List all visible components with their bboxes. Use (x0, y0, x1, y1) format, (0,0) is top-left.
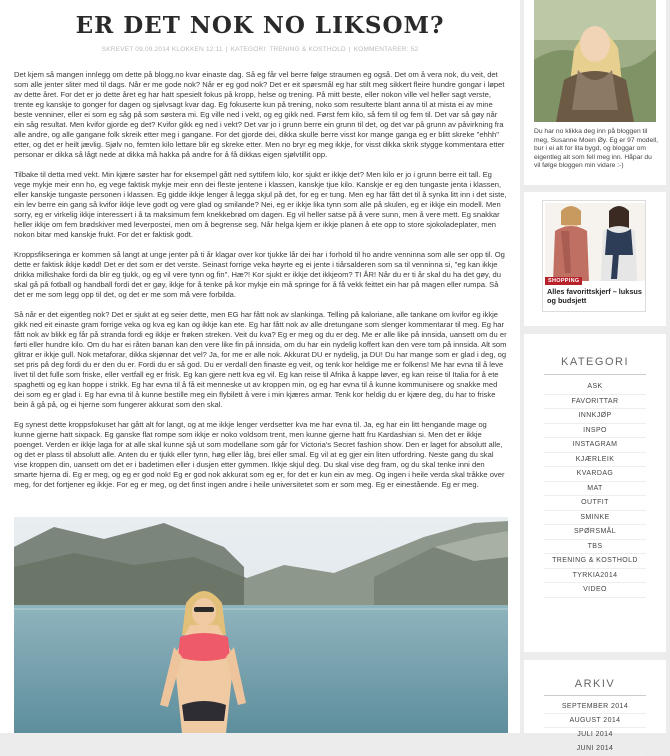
category-item-sporsmal[interactable]: SPØRSMÅL (544, 525, 646, 540)
post-category-link[interactable]: KATEGORI: TRENING & KOSTHOLD (230, 46, 346, 53)
category-item-inspo[interactable]: INSPO (544, 424, 646, 439)
category-item-innkjop[interactable]: INNKJØP (544, 409, 646, 424)
category-item-kjaerleik[interactable]: KJÆRLEIK (544, 453, 646, 468)
profile-photo[interactable] (534, 0, 656, 122)
category-item-mat[interactable]: MAT (544, 482, 646, 497)
profile-card (524, 0, 666, 185)
fjord-photo-image (14, 517, 508, 733)
category-item-video[interactable]: VIDEO (544, 583, 646, 598)
category-divider (544, 374, 646, 375)
category-item-tyrkia2014[interactable]: TYRKIA2014 (544, 569, 646, 584)
post-meta: SKREVET 09.09.2014 KLOKKEN 12:11 | KATEGORI: TRENING & KOSTHOLD | KOMMENTARER: 52 (101, 46, 419, 53)
post-paragraph: Kroppsfikseringa er kommen så langt at unge jenter på ti år klagar over kor tjukke lår dei har i forhold til ho andre venninna som alle ser opp til. Og dette er faktisk ikkje kødd! Det er det som er det verste. Seinast forrige veka høyrte eg ei jente i tiårsalderen som sa til venninna si, "eg kan ikkje drikka milkshake fordi da blir eg tjukk, og eg vil vere tynn og fin". Hæ?! Kor sjukt er ikkje det ikkjeom? TI ÅR! Når du er ti år skal du ha det gøy, du skal gå på fotball og handball fordi det er gøy, ikkje for å tenke på kor mykje ein må springe for å få vekk feittet ein har på magen eller rumpa. Så det er me som legg opp til det, og det er me som må vere forbilda. (14, 250, 505, 299)
category-title: KATEGORI (560, 356, 630, 368)
profile-image (534, 0, 656, 122)
archive-box (524, 660, 666, 752)
category-item-instagram[interactable]: INSTAGRAM (544, 438, 646, 453)
category-item-ask[interactable]: ASK (544, 380, 646, 395)
category-item-tbs[interactable]: TBS (544, 540, 646, 555)
category-item-favorittar[interactable]: FAVORITTAR (544, 395, 646, 410)
category-item-outfit[interactable]: OUTFIT (544, 496, 646, 511)
category-list (524, 380, 666, 598)
archive-item-2014-09[interactable]: SEPTEMBER 2014 (544, 700, 646, 714)
ad-caption[interactable]: Alles favorittskjerf – luksus og budsjett (547, 287, 642, 305)
category-item-sminke[interactable]: SMINKE (544, 511, 646, 526)
ad-banner[interactable] (542, 200, 646, 312)
post-paragraph: Det kjem så mangen innlegg om dette på blogg.no kvar einaste dag. Så eg får vel berre følge straumen eg også. Det om å vera nok, du veit, det som alle jenter sliter med til dags. Når er me gode nok? Når er eg god nok? Det er eit spørsmål eg har stilt meg sikkert fleire hundre gongar i løpet av dette året. For det er jo dette året eg har hatt spesielt fokus på kropp, helse og trening. På mitt beste, eller nokon ville vel heller sagt verste, trente eg kanskje to gonger for dagen og sjølvsagt kvar dag. Eg fokuserte kun på trening, noko som resulterte blant anna til at mista ei av mine beste venniner, eller ei som eg såg på som søstera mi. Eg ville ned i vekt, og eg gikk ned. Først fem kilo, så fem til og fem til. Det var så gøy når ein såg resultat. Men kvifor gjorde eg det? Kvifor gikk eg ned i vekt? Det var jo i grunn berre ein grunn til det, og det var på grunn av påvirkning fra alle andre, og alle gangane folk skreik etter meg i gangane. For det gjorde dei, dikka skulle berre visst kor mange ganga eg er blitt skreke "ehhh" etter, og det er heilt jævlig. Sjølv no, femten kilo lettare blir eg skreke etter. Men no bryr eg meg ikkje, for visst dikka skrik stygge kommentara etter personar er dikka så lågt nede at dikka må hakka på andre for å få dikkas eigen sjølvtillit opp. (14, 70, 505, 159)
archive-item-2014-06[interactable]: JUNI 2014 (544, 742, 646, 756)
ad-badge: SHOPPING (545, 277, 582, 285)
archive-title: ARKIV (574, 678, 616, 690)
archive-divider (544, 695, 646, 696)
post-title: ER DET NOK NO LIKSOM? (75, 12, 445, 39)
post-paragraph: Eg synest dette kroppsfokuset har gått alt for langt, og at me ikkje lenger verdsetter kva me har evna til. Ja, eg har ein litt hengande mage og kunne gjerne hatt sixpack. Eg ganske flat rompe som ikkje er noko voldsom trent, men kunne gjerne hatt fru Kardashian si. Men det er ikkje poenget. Verden er ikkje laga for at alle skal kunne sjå ut som modellane som går for Victoria's Secret fashion show. Den er laget for absolutt alle, og det er plass til absolutt alle. Anten du er tjukk eller tynn, høg eller låg, brei eller smal. Eg vil at eg gjer ein liten utfordring. Neste gang du skal vise kroppen din, uansett om det er i badetimen eller i dusjen etter gymmen. Ikkje skjul deg. Du skal vise deg fram, og du skal tenke inni den smarte hjerna di. Eg er meg, og eg er god nok! Eg er god nok akkurat som eg er, for det er kun ein av meg. Og ingen i heile verda skal tråkke over meg, for det fortjener eg ikkje. For eg er meg, og det finst ingen andre i heile universitetet som er som meg. Eg er einestående. Eg er meg. (14, 420, 505, 489)
archive-item-2014-07[interactable]: JULI 2014 (544, 728, 646, 742)
post-date: SKREVET 09.09.2014 KLOKKEN 12:11 (101, 46, 223, 53)
archive-item-2014-08[interactable]: AUGUST 2014 (544, 714, 646, 728)
post-photo (14, 517, 508, 733)
category-item-trening-kosthold[interactable]: TRENING & KOSTHOLD (544, 554, 646, 569)
post-paragraph: Så når er det eigentleg nok? Det er sjukt at eg seier dette, men EG har fått nok av slankinga. Telling på kaloriane, alle tankane om kvifor eg ikkje gikk ned eit einaste gram forrige veka og kva eg kan og ikkje kan ete. Eg har fått nok av alle dretungane som slenger kommentarar til meg. Eg har fått nok av blikk eg får på stranda fordi eg ikkje er frøken streken. Veit du kva? Eg er meg og du er deg. Me er alle like på innsida, uansett om du er førti eller hundre kilo. Om du har ei råten banan kan den vere like fin på innsida, om du har ein nydelig koffert kan den vere tom på innsida. Alt som glitrar er ikkje gull. Nok metaforar, dikka skjønnar det vel? Ja, for me er alle nok. Akkurat DU er nydelig, ja DU! Du har mange som er glad i deg, og set pris på deg fordi du er den du er. Fordi du er så god. Du er verdall den finaste eg veit, og tenk kor heldige me er folkens! Me har evna til å leve livet til det fulle som friske, eller vertfall eg er frisk. Eg kan gjere nett kva eg vil. Eg kan reise til Afrika å kappe løver, eg kan reise til Italia for å ete spaghetti og eg kan hoppe i strikk. Eg har evna til å få eit menneske ut av kroppen min, og eg har evna til å kunne kommunisere og snakke med dei som eg er glad i. Eg har evna til å kunne bestille meg ein flybilett å vere i min kjæres armar. Tenk kor heldig du er kjære deg, du har to friske bein å gå på, og ei hjerne som fungerer akkurat som den skal. (14, 310, 507, 409)
ad-image (545, 203, 645, 281)
post-comments-link[interactable]: KOMMENTARER: 52 (353, 46, 419, 53)
post-paragraph: Tilbake til detta med vekt. Min kjære søster har for eksempel gått ned syttifem kilo, kor sjukt er ikkje det? Men kilo er jo i grunn berre eit tall. Eg vege mykje meir enn ho, eg vege faktisk mykje meir enn dei fleste jentene i klassen, kanskje tjue kilo. Kanskje er eg den tungaste jenta i klassen, eller kanskje tungaste personen i klassen. Eg gidde ikkje lenger å legga skjul på det, for eg er tung. Men eg har fått det til å synka litt inn i det siste, ein lev berre ein gang så kvifor ikkje leve godt og vere glad og smilande? Nei, eg er ikkje lika tynn som alle på skulen, eg er ikkje ein modell. Men sorry, eg er virkelig ikkje interessert i å ta maksimum fem knekkebrød om dagen. Eg vil heller satse på å vere sunn, men å vere mett. Eg snakkar heller ikkje om fem brødskiver med leverpostei, men om å begrense seg. Når helga kjem er ikkje planen å ete opp to store sjokoladeplater, men nokon bitar med kanskje frukt. For det er faktisk godt. (14, 170, 507, 239)
ad-card (524, 192, 666, 326)
category-item-kvardag[interactable]: KVARDAG (544, 467, 646, 482)
post-body (14, 70, 508, 500)
profile-description: Du har no klikka deg inn på bloggen til meg, Susanne Moen Øy. Eg er 97 modell, bur i ei alt for lita bygd, og bloggar om eigentleg alt som fell meg inn. Håpar du vil følge bloggen min vidare :-) (534, 128, 659, 170)
category-box (524, 334, 666, 652)
archive-list (524, 700, 666, 756)
